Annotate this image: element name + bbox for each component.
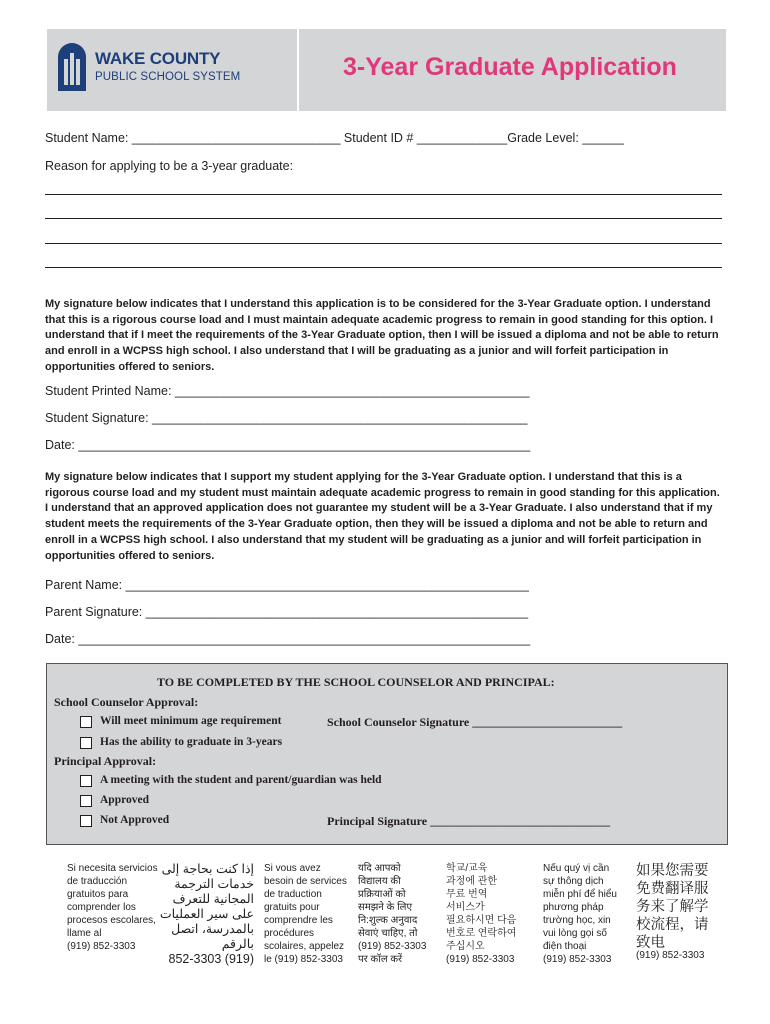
building-icon [58, 43, 86, 91]
logo-subname: PUBLIC SCHOOL SYSTEM [95, 71, 241, 83]
principal-signature-field[interactable]: Principal Signature ______________________________ [327, 814, 611, 828]
counselor-signature-field[interactable]: School Counselor Signature _________________________ [327, 715, 623, 729]
not-approved-label: Not Approved [100, 814, 170, 826]
reason-blank-line[interactable] [45, 267, 722, 268]
translation-note-spanish: Si necesita servicios de traducción gratuitos para comprender los procesos escolares, llame al (919) 852-3303 [67, 863, 158, 952]
checkbox-not-approved[interactable] [80, 815, 92, 827]
checkbox-meeting-held[interactable] [80, 775, 92, 787]
graduate-ability-label: Has the ability to graduate in 3-years [100, 736, 283, 748]
approved-label: Approved [100, 794, 149, 806]
parent-signature-field[interactable]: Parent Signature: _______________________________________________________ [45, 605, 529, 619]
checkbox-approved[interactable] [80, 795, 92, 807]
student-statement: My signature below indicates that I understand this application is to be considered for the 3-Year Graduate option. I understand that this is a rigorous course load and I must maintain adequate academic progress to remain in good standing for this option. I understand that if I meet the requirements of the 3-Year Graduate option, then I will be issued a diploma and not be able to return and enroll in a WCPSS high school. I also understand that I will be graduating as a junior and will forfeit participation in opportunities offered to seniors. [45, 298, 719, 373]
translation-note-vietnamese: Nếu quý vị cần sự thông dịch miễn phí để hiểu phương pháp trường học, xin vui lòng gọi số điện thoại (919) 852-3303 [543, 863, 617, 965]
header-banner [47, 29, 726, 111]
age-requirement-label: Will meet minimum age requirement [100, 715, 282, 727]
reason-label: Reason for applying to be a 3-year graduate: [45, 159, 294, 173]
page-title: 3-Year Graduate Application [343, 53, 677, 81]
translation-note-arabic: إذا كنت بحاجة إلى خدمات الترجمة المجانية للتعرف على سير العمليات بالمدرسة، اتصل بالرقم (919) 852-3303 [159, 862, 254, 966]
meeting-held-label: A meeting with the student and parent/guardian was held [100, 774, 382, 786]
student-info-line[interactable]: Student Name: ______________________________ Student ID # _____________Grade Level: ______ [45, 131, 624, 145]
translation-note-hindi: यदि आपको विद्यालय की प्रक्रियाओं को समझने के लिए नि:शुल्क अनुवाद सेवाएं चाहिए, तो (919) 852-3303 पर कॉल करें [358, 863, 427, 965]
counselor-approval-label: School Counselor Approval: [54, 695, 199, 709]
official-use-panel [46, 663, 728, 845]
translation-note-french: Si vous avez besoin de services de traduction gratuits pour comprendre les procédures scolaires, appelez le (919) 852-3303 [264, 863, 347, 965]
parent-date-field[interactable]: Date: _________________________________________________________________ [45, 632, 531, 646]
student-date-field[interactable]: Date: _________________________________________________________________ [45, 438, 531, 452]
checkbox-age-requirement[interactable] [80, 716, 92, 728]
reason-blank-line[interactable] [45, 243, 722, 244]
parent-statement: My signature below indicates that I support my student applying for the 3-Year Graduate option. I understand that this is a rigorous course load and my student must maintain adequate academic progress to remain in good standing for this application. I understand that an approved application does not guarantee my student will be a 3-Year Graduate. I also understand that if my student meets the requirements of the 3-Year Graduate option, then they will be issued a diploma and not be able to return and enroll in a WCPSS high school. I also understand that my student will be graduating as a junior and will forfeit participation in opportunities offered to seniors. [45, 471, 720, 562]
principal-approval-label: Principal Approval: [54, 754, 157, 768]
student-printed-name-field[interactable]: Student Printed Name: ___________________________________________________ [45, 384, 530, 398]
logo [47, 29, 299, 111]
parent-name-field[interactable]: Parent Name: __________________________________________________________ [45, 578, 529, 592]
reason-blank-line[interactable] [45, 218, 722, 219]
reason-blank-line[interactable] [45, 194, 722, 195]
panel-heading: TO BE COMPLETED BY THE SCHOOL COUNSELOR AND PRINCIPAL: [157, 675, 555, 689]
checkbox-graduate-ability[interactable] [80, 737, 92, 749]
translation-note-chinese: 如果您需要 免费翻译服 务来了解学 校流程，请 致电 [636, 863, 709, 951]
translation-phone-chinese: (919) 852-3303 [636, 950, 705, 961]
logo-name: WAKE COUNTY [95, 49, 221, 68]
translation-note-korean: 학교/교육 과정에 관한 무료 번역 서비스가 필요하시면 다음 번호로 연락하여 주십시오 (919) 852-3303 [446, 863, 517, 965]
student-signature-field[interactable]: Student Signature: ______________________________________________________ [45, 411, 528, 425]
